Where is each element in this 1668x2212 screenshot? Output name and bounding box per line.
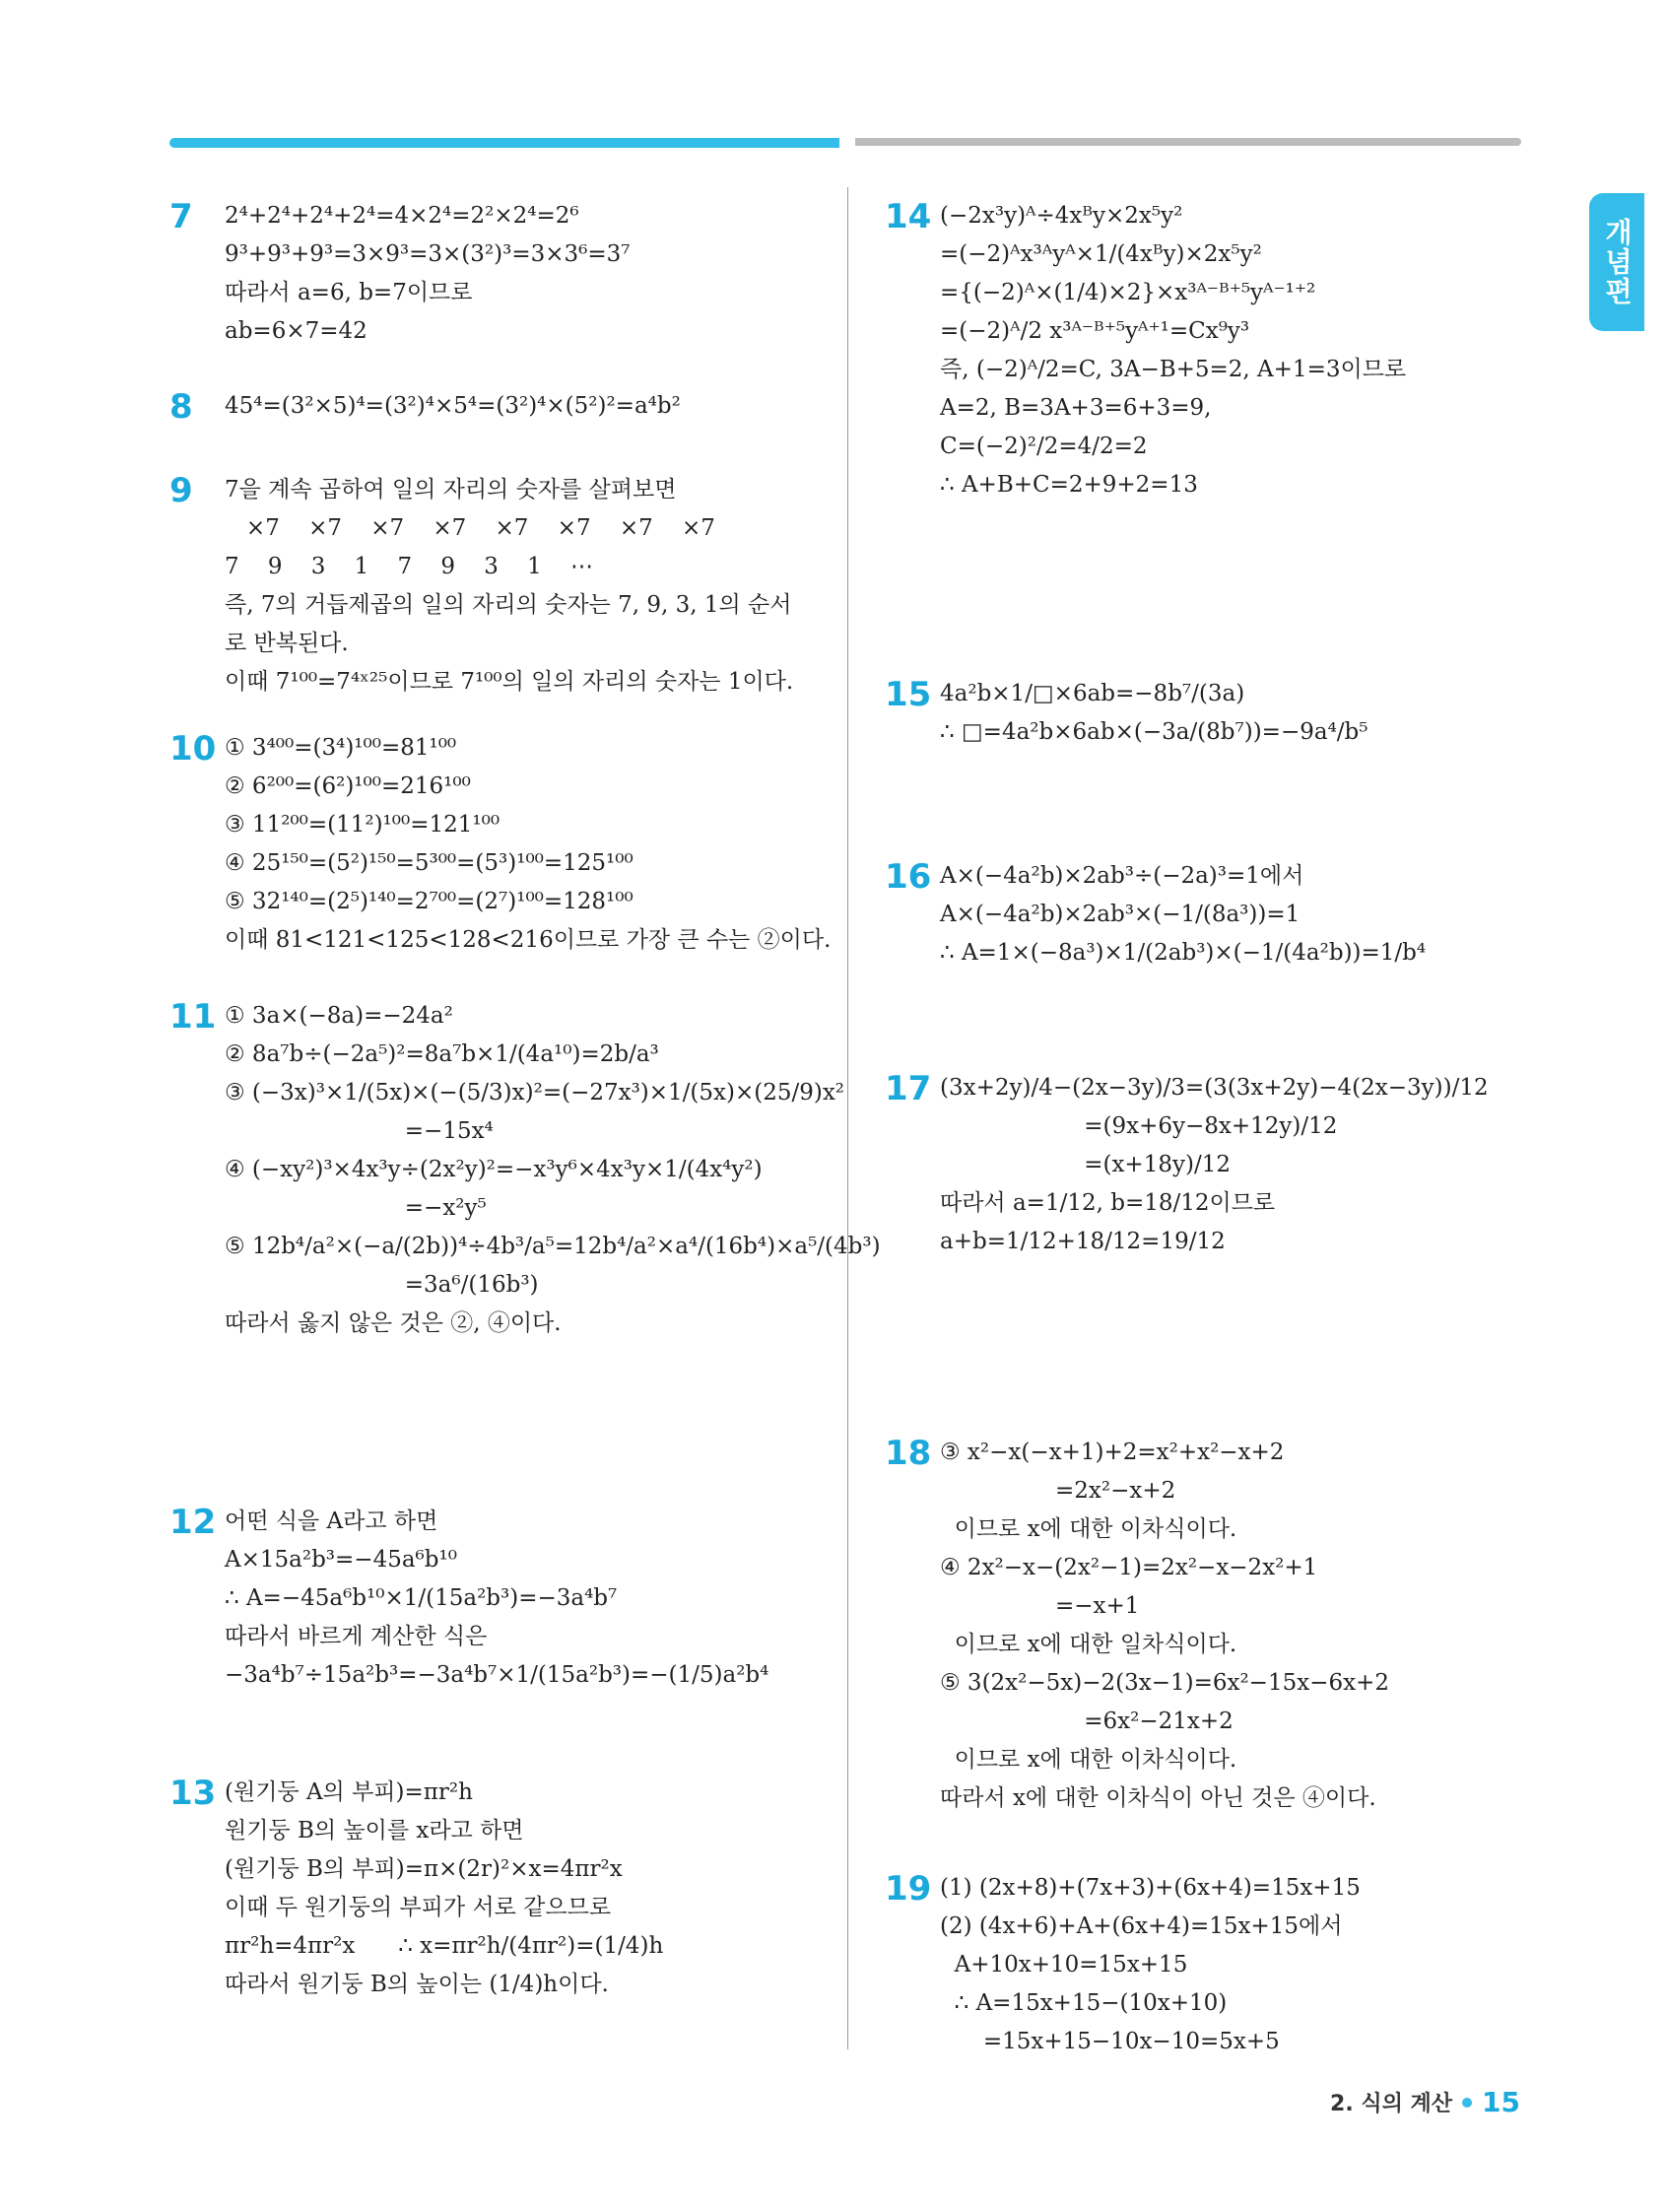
problem-number: 16 [885, 857, 932, 897]
solution-body [225, 1503, 768, 1695]
solution-line: ③ 11²⁰⁰=(11²)¹⁰⁰=121¹⁰⁰ [225, 812, 500, 838]
side-tab-label: 개념편 [1589, 193, 1644, 331]
solution-line: 7 9 3 1 7 9 3 1 ⋯ [225, 554, 594, 579]
header-bar-gray [855, 138, 1521, 146]
solution-line: 이므로 x에 대한 이차식이다. [940, 1747, 1237, 1773]
problem-number: 18 [885, 1434, 932, 1473]
solution-line: =−x²y⁵ [225, 1195, 487, 1221]
page-footer [1330, 2086, 1520, 2118]
solution-line: a+b=1/12+18/12=19/12 [940, 1229, 1226, 1254]
solution-line: =6x²−21x+2 [940, 1709, 1234, 1734]
solution-line: (원기둥 B의 부피)=π×(2r)²×x=4πr²x [225, 1856, 623, 1882]
solution-line: 45⁴=(3²×5)⁴=(3²)⁴×5⁴=(3²)⁴×(5²)²=a⁴b² [225, 393, 681, 419]
solution-line: 원기둥 B의 높이를 x라고 하면 [225, 1818, 524, 1843]
solution-line: =3a⁶/(16b³) [225, 1272, 539, 1298]
solution-line: (원기둥 A의 부피)=πr²h [225, 1779, 473, 1805]
solution-line: =−15x⁴ [225, 1118, 494, 1144]
solution-body [225, 197, 630, 351]
solution-body [225, 729, 831, 960]
solution-line: 이므로 x에 대한 이차식이다. [940, 1516, 1237, 1542]
solution-line: ab=6×7=42 [225, 318, 367, 344]
solution-line: 따라서 a=1/12, b=18/12이므로 [940, 1190, 1276, 1216]
solution-line: (−2x³y)ᴬ÷4xᴮy×2x⁵y² [940, 203, 1183, 229]
solution-line: =(−2)ᴬx³ᴬyᴬ×1/(4xᴮy)×2x⁵y² [940, 241, 1262, 267]
solution-line: ④ (−xy²)³×4x³y÷(2x²y)²=−x³y⁶×4x³y×1/(4x⁴y²) [225, 1157, 763, 1182]
solution-body [940, 197, 1406, 504]
solution-body [225, 1774, 663, 2004]
solution-line: A=2, B=3A+3=6+3=9, [940, 395, 1212, 421]
solution-line: 따라서 바르게 계산한 식은 [225, 1624, 488, 1649]
solution-line: ∴ A=1×(−8a³)×1/(2ab³)×(−1/(4a²b))=1/b⁴ [940, 940, 1427, 966]
solution-line: =(−2)ᴬ/2 x³ᴬ⁻ᴮ⁺⁵yᴬ⁺¹=Cx⁹y³ [940, 318, 1250, 344]
solution-line: ∴ A=15x+15−(10x+10) [940, 1990, 1228, 2016]
problem-number: 11 [169, 997, 217, 1037]
solution-line: ×7 ×7 ×7 ×7 ×7 ×7 ×7 ×7 [225, 515, 715, 541]
solution-line: 즉, (−2)ᴬ/2=C, 3A−B+5=2, A+1=3이므로 [940, 357, 1407, 382]
solution-line: ⑤ 12b⁴/a²×(−a/(2b))⁴÷4b³/a⁵=12b⁴/a²×a⁴/(16b⁴)×a⁵/(4b³) [225, 1234, 881, 1259]
solution-body [225, 471, 793, 702]
solution-line: ② 8a⁷b÷(−2a⁵)²=8a⁷b×1/(4a¹⁰)=2b/a³ [225, 1041, 659, 1067]
problem-number: 19 [885, 1869, 932, 1909]
solution-line: 이때 81<121<125<128<216이므로 가장 큰 수는 ②이다. [225, 927, 832, 953]
solution-line: 따라서 a=6, b=7이므로 [225, 280, 473, 305]
solution-line: ② 6²⁰⁰=(6²)¹⁰⁰=216¹⁰⁰ [225, 773, 471, 799]
solution-line: 9³+9³+9³=3×9³=3×(3²)³=3×3⁶=3⁷ [225, 241, 631, 267]
solution-line: 즉, 7의 거듭제곱의 일의 자리의 숫자는 7, 9, 3, 1의 순서 [225, 592, 792, 618]
solution-line: ⑤ 32¹⁴⁰=(2⁵)¹⁴⁰=2⁷⁰⁰=(2⁷)¹⁰⁰=128¹⁰⁰ [225, 889, 634, 914]
chapter-title: 2. 식의 계산 [1330, 2092, 1453, 2116]
solution-line: 따라서 원기둥 B의 높이는 (1/4)h이다. [225, 1972, 609, 1997]
solution-line: (3x+2y)/4−(2x−3y)/3=(3(3x+2y)−4(2x−3y))/12 [940, 1075, 1489, 1101]
solution-line: =15x+15−10x−10=5x+5 [940, 2029, 1280, 2054]
solution-line: =−x+1 [940, 1593, 1140, 1619]
solution-line: =(x+18y)/12 [940, 1152, 1231, 1177]
solution-line: A×15a²b³=−45a⁶b¹⁰ [225, 1547, 457, 1573]
solution-line: 따라서 옳지 않은 것은 ②, ④이다. [225, 1310, 562, 1336]
solution-line: 이때 7¹⁰⁰=7⁴ˣ²⁵이므로 7¹⁰⁰의 일의 자리의 숫자는 1이다. [225, 669, 794, 695]
solution-line: ④ 2x²−x−(2x²−1)=2x²−x−2x²+1 [940, 1555, 1318, 1580]
solution-line: (1) (2x+8)+(7x+3)+(6x+4)=15x+15 [940, 1875, 1361, 1901]
problem-number: 7 [169, 197, 193, 236]
problem-number: 15 [885, 675, 932, 714]
page-number: 15 [1482, 2086, 1520, 2118]
solution-line: A+10x+10=15x+15 [940, 1952, 1188, 1977]
solution-line: (2) (4x+6)+A+(6x+4)=15x+15에서 [940, 1913, 1343, 1939]
problem-number: 14 [885, 197, 932, 236]
solution-body [940, 1434, 1389, 1818]
solution-line: ③ x²−x(−x+1)+2=x²+x²−x+2 [940, 1440, 1285, 1465]
solution-line: 4a²b×1/□×6ab=−8b⁷/(3a) [940, 681, 1245, 706]
solution-body [225, 387, 681, 426]
solution-line: 2⁴+2⁴+2⁴+2⁴=4×2⁴=2²×2⁴=2⁶ [225, 203, 579, 229]
solution-line: ⑤ 3(2x²−5x)−2(3x−1)=6x²−15x−6x+2 [940, 1670, 1389, 1696]
solution-line: ① 3a×(−8a)=−24a² [225, 1003, 453, 1029]
solution-line: =2x²−x+2 [940, 1478, 1176, 1504]
solution-line: 7을 계속 곱하여 일의 자리의 숫자를 살펴보면 [225, 477, 677, 503]
solution-body [940, 1869, 1361, 2061]
header-bar-blue [169, 138, 839, 148]
solution-line: ① 3⁴⁰⁰=(3⁴)¹⁰⁰=81¹⁰⁰ [225, 735, 457, 761]
solution-line: ={(−2)ᴬ×(1/4)×2}×x³ᴬ⁻ᴮ⁺⁵yᴬ⁻¹⁺² [940, 280, 1316, 305]
solution-line: 따라서 x에 대한 이차식이 아닌 것은 ④이다. [940, 1785, 1376, 1811]
problem-number: 17 [885, 1069, 932, 1108]
solution-line: A×(−4a²b)×2ab³÷(−2a)³=1에서 [940, 863, 1304, 889]
solution-line: ④ 25¹⁵⁰=(5²)¹⁵⁰=5³⁰⁰=(5³)¹⁰⁰=125¹⁰⁰ [225, 850, 634, 876]
bullet-dot-icon [1462, 2098, 1472, 2108]
solution-line: =(9x+6y−8x+12y)/12 [940, 1113, 1338, 1139]
solution-line: ∴ A+B+C=2+9+2=13 [940, 472, 1198, 498]
solution-body [940, 857, 1426, 972]
solution-line: 이때 두 원기둥의 부피가 서로 같으므로 [225, 1895, 612, 1920]
problem-number: 12 [169, 1503, 217, 1542]
problem-number: 13 [169, 1774, 217, 1813]
solution-line: πr²h=4πr²x ∴ x=πr²h/(4πr²)=(1/4)h [225, 1933, 664, 1959]
solution-body [225, 997, 881, 1343]
solution-line: ∴ A=−45a⁶b¹⁰×1/(15a²b³)=−3a⁴b⁷ [225, 1585, 618, 1611]
problem-number: 8 [169, 387, 193, 427]
solution-line: A×(−4a²b)×2ab³×(−1/(8a³))=1 [940, 902, 1301, 927]
solution-line: 어떤 식을 A라고 하면 [225, 1508, 438, 1534]
solution-line: C=(−2)²/2=4/2=2 [940, 434, 1148, 459]
problem-number: 10 [169, 729, 217, 769]
solution-line: 로 반복된다. [225, 631, 349, 656]
solution-line: −3a⁴b⁷÷15a²b³=−3a⁴b⁷×1/(15a²b³)=−(1/5)a²b⁴ [225, 1662, 769, 1688]
problem-number: 9 [169, 471, 193, 510]
solution-line: ∴ □=4a²b×6ab×(−3a/(8b⁷))=−9a⁴/b⁵ [940, 719, 1368, 745]
solution-body [940, 675, 1368, 752]
solution-body [940, 1069, 1489, 1261]
solution-line: 이므로 x에 대한 일차식이다. [940, 1632, 1237, 1657]
solution-line: ③ (−3x)³×1/(5x)×(−(5/3)x)²=(−27x³)×1/(5x)×(25/9)x² [225, 1080, 845, 1106]
